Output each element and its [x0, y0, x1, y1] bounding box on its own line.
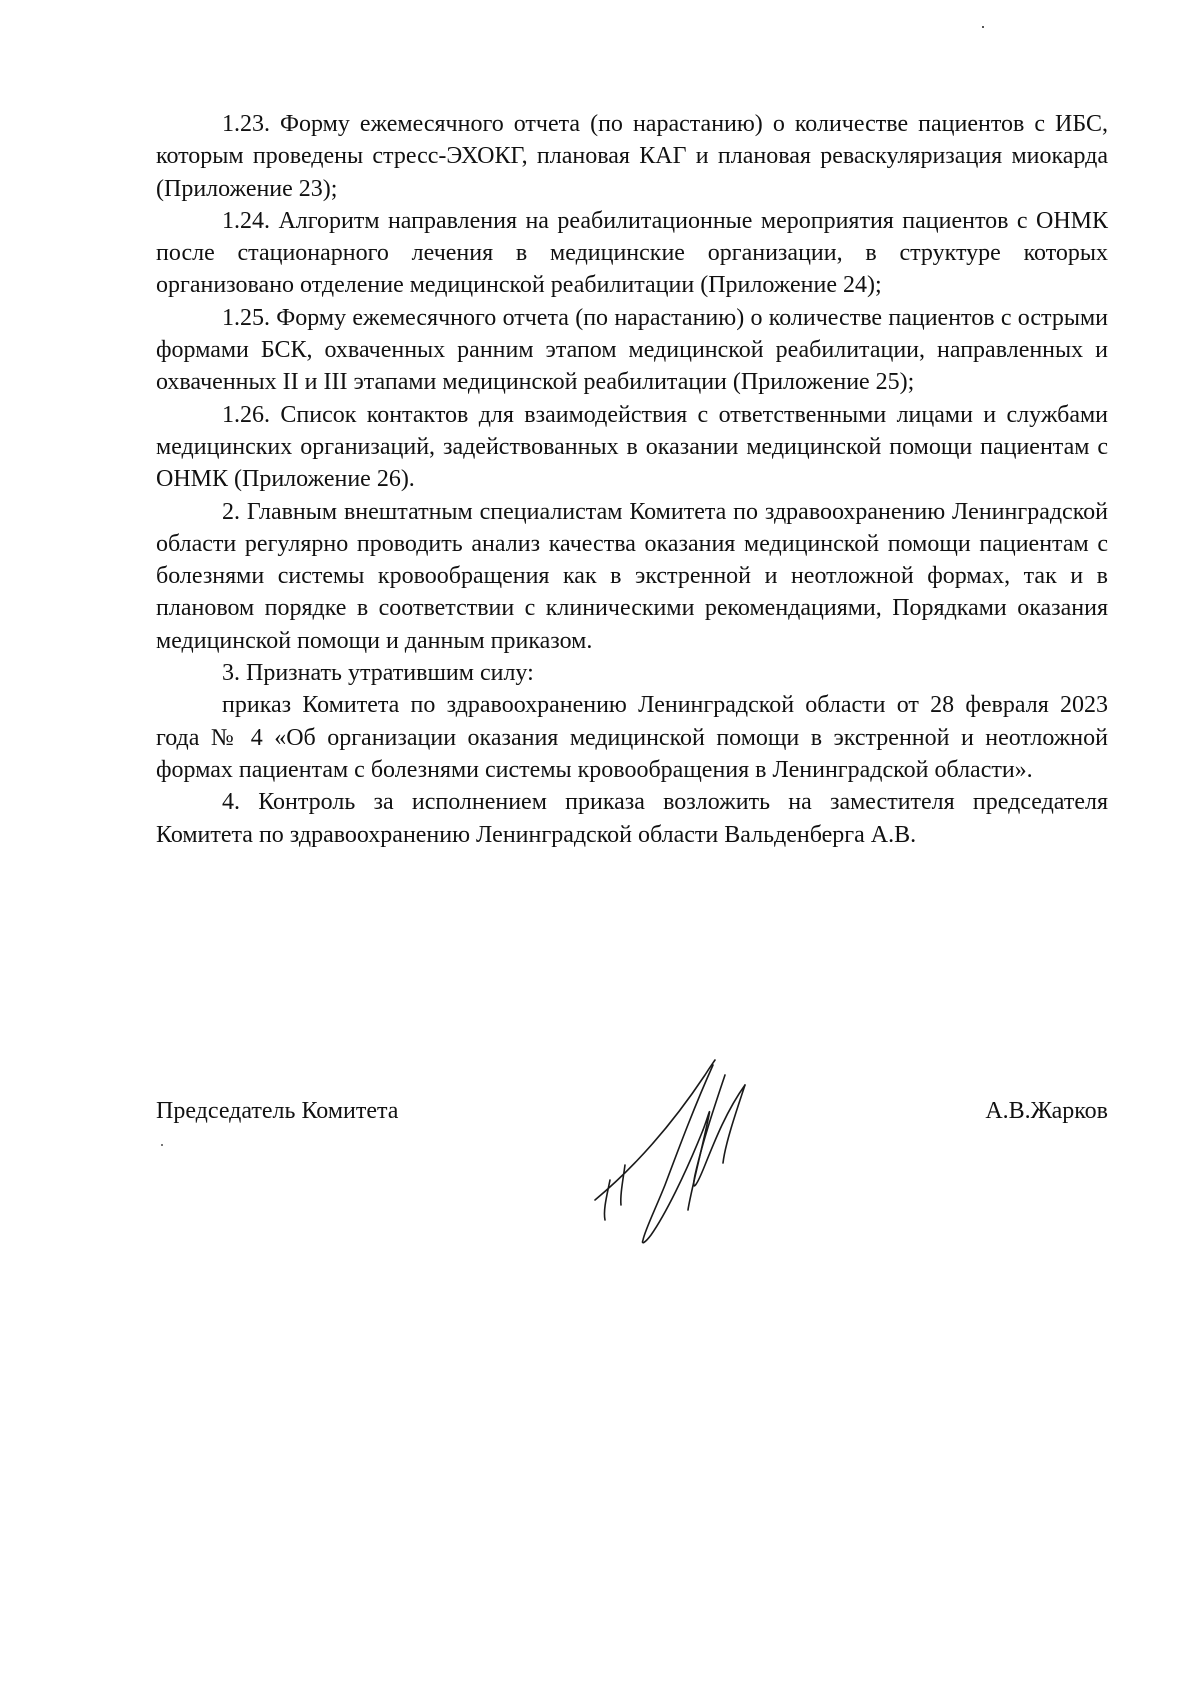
- scan-speck: [982, 26, 984, 28]
- paragraph-3-order: приказ Комитета по здравоохранению Ленинградской области от 28 февраля 2023 года № 4 «Об организации оказания медицинской помощи в экстренной и неотложной формах пациентам с болезнями системы кровообращения в Ленинградской области».: [156, 692, 1108, 783]
- paragraph-1-24: 1.24. Алгоритм направления на реабилитационные мероприятия пациентов с ОНМК после стационарного лечения в медицинские организации, в структуре которых организовано отделение медицинской реабилитации (Приложение 24);: [156, 207, 1108, 299]
- signer-name: А.В.Жарков: [985, 1098, 1108, 1124]
- paragraph-1-23: 1.23. Форму ежемесячного отчета (по нарастанию) о количестве пациентов с ИБС, которым проведены стресс-ЭХОКГ, плановая КАГ и плановая реваскуляризация миокарда (Приложение 23);: [156, 111, 1108, 202]
- handwritten-signature: [585, 1045, 785, 1245]
- document-body: [156, 108, 1108, 851]
- paragraph-4: 4. Контроль за исполнением приказа возложить на заместителя председателя Комитета по здравоохранению Ленинградской области Вальденберга А.В.: [156, 789, 1108, 848]
- paragraph-1-26: 1.26. Список контактов для взаимодействия с ответственными лицами и службами медицинских организаций, задействованных в оказании медицинской помощи пациентам с ОНМК (Приложение 26).: [156, 401, 1108, 493]
- paragraph-1-25: 1.25. Форму ежемесячного отчета (по нарастанию) о количестве пациентов с острыми формами БСК, охваченных ранним этапом медицинской реабилитации, направленных и охваченных II и III этапами медицинской реабилитации (Приложение 25);: [156, 304, 1108, 396]
- paragraph-3: 3. Признать утратившим силу:: [222, 660, 534, 687]
- signer-title: Председатель Комитета: [156, 1098, 399, 1124]
- scan-speck: [161, 1144, 163, 1146]
- paragraph-2: 2. Главным внештатным специалистам Комитета по здравоохранению Ленинградской области регулярно проводить анализ качества оказания медицинской помощи пациентам с болезнями системы кровообращения как в экстренной и неотложной формах, так и в плановом порядке в соответствии с клиническими рекомендациями, Порядками оказания медицинской помощи и данным приказом.: [156, 498, 1108, 654]
